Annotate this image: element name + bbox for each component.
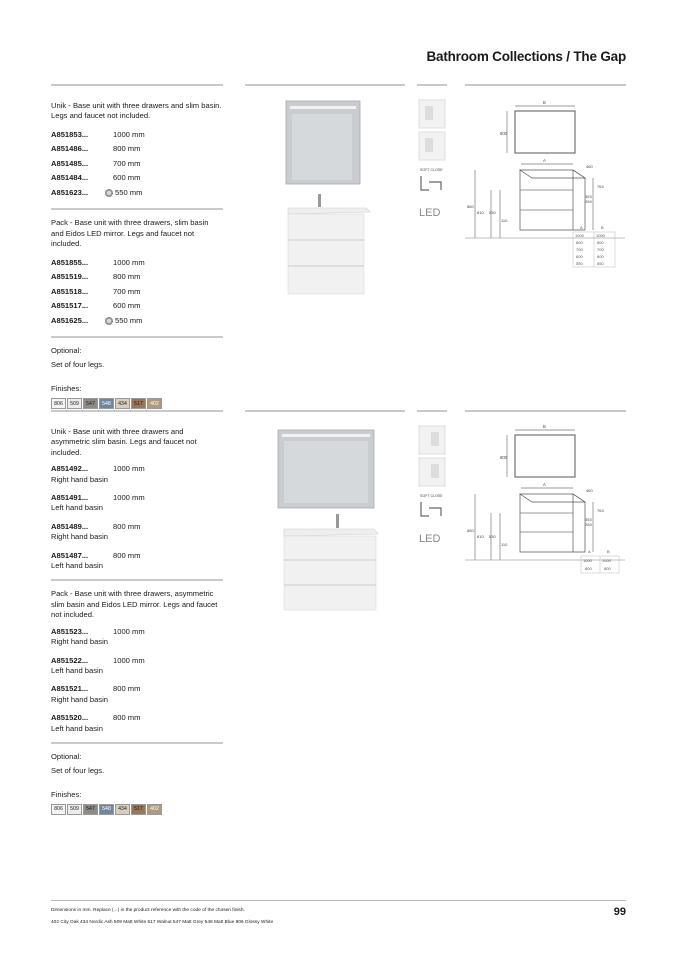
table-cell: 550 bbox=[576, 261, 583, 266]
optional-label: Optional: bbox=[51, 346, 82, 356]
dimension-label: 530 bbox=[489, 210, 496, 215]
list-item: A851523... 1000 mm Right hand basin bbox=[51, 626, 145, 647]
table-cell: 800 bbox=[585, 566, 592, 571]
divider bbox=[51, 84, 223, 86]
table-cell: 700 bbox=[597, 247, 604, 252]
product-description: Unik - Base unit with three drawers and slim basin. Legs and faucet not included. bbox=[51, 101, 222, 121]
divider bbox=[51, 579, 223, 581]
divider bbox=[51, 410, 223, 412]
dimension-label: 353 bbox=[585, 517, 592, 522]
basin bbox=[284, 529, 378, 536]
divider bbox=[245, 84, 405, 86]
new-product-icon bbox=[105, 317, 113, 325]
dimension-label: 530 bbox=[489, 534, 496, 539]
footer-divider bbox=[51, 900, 626, 901]
vanity-side bbox=[573, 170, 585, 230]
table-cell: 1000 bbox=[575, 233, 584, 238]
divider bbox=[51, 208, 223, 210]
table-header: A bbox=[580, 225, 583, 230]
finish-swatch: 547 bbox=[83, 398, 98, 409]
dimension-label: 763 bbox=[597, 184, 604, 189]
technical-drawing bbox=[465, 98, 625, 278]
list-item: A851623... 550 mm bbox=[51, 187, 143, 197]
soft-close-icon: SOFT CLOSE bbox=[420, 168, 443, 172]
finish-swatch: 509 bbox=[67, 398, 82, 409]
dimension-label: 269 bbox=[585, 522, 592, 527]
product-image bbox=[278, 100, 374, 296]
product-description: Pack - Base unit with three drawers, slim basin and Eidos LED mirror. Legs and faucet not included. bbox=[51, 218, 209, 249]
optional-text: Set of four legs. bbox=[51, 766, 105, 776]
dimension-label: 610 bbox=[477, 210, 484, 215]
page-number: 99 bbox=[613, 906, 626, 918]
footer-note: Dimensions in mm. Replace (...) in the product reference with the code of the chosen finish. bbox=[51, 908, 245, 913]
optional-label: Optional: bbox=[51, 751, 82, 761]
table-cell: 1000 bbox=[602, 558, 611, 563]
footer-legend: 402 City Oak 434 Nordic Ash 509 Matt White 517 Walnut 547 Matt Grey 548 Matt Blue 806 Glossy White bbox=[51, 920, 274, 925]
finishes-label: Finishes: bbox=[51, 789, 82, 799]
list-item: A851517... 600 mm bbox=[51, 301, 141, 311]
table-cell: 800 bbox=[604, 566, 611, 571]
list-item: A851855... 1000 mm bbox=[51, 257, 145, 267]
list-item: A851518... 700 mm bbox=[51, 286, 141, 296]
list-item: A851853... 1000 mm bbox=[51, 129, 145, 139]
feature-icons bbox=[417, 424, 447, 548]
dimension-label: 460 bbox=[586, 164, 593, 169]
list-item: A851625... 550 mm bbox=[51, 315, 143, 325]
mirror-reflection bbox=[284, 441, 368, 503]
drawer-icon bbox=[421, 502, 441, 516]
section1-text bbox=[51, 101, 223, 409]
divider bbox=[465, 410, 626, 412]
dimension-label: 600 bbox=[500, 131, 507, 136]
dimension-label: 860 bbox=[467, 528, 474, 533]
table-cell: 1000 bbox=[596, 233, 605, 238]
finish-swatch: 548 bbox=[99, 398, 114, 409]
led-strip bbox=[290, 106, 356, 109]
dimension-label: 610 bbox=[477, 534, 484, 539]
finish-swatch: 547 bbox=[83, 804, 98, 815]
finish-swatch: 517 bbox=[131, 804, 146, 815]
table-cell: 800 bbox=[597, 240, 604, 245]
divider bbox=[51, 336, 223, 338]
list-item: A851486... 800 mm bbox=[51, 144, 141, 154]
product-description: Unik - Base unit with three drawers and asymmetric slim basin. Legs and faucet not included. bbox=[51, 427, 197, 457]
table-header: A bbox=[588, 549, 591, 554]
table-cell: 700 bbox=[576, 247, 583, 252]
table-header: B bbox=[601, 225, 604, 230]
led-strip bbox=[282, 434, 370, 437]
list-item: A851520... 800 mm Left hand basin bbox=[51, 713, 141, 733]
drawer-icon bbox=[421, 176, 441, 190]
led-icon: LED bbox=[419, 533, 441, 545]
dimension-label: A bbox=[543, 482, 546, 487]
table-cell: 550 bbox=[597, 261, 604, 266]
mirror-reflection bbox=[292, 114, 352, 180]
finishes-label: Finishes: bbox=[51, 383, 82, 393]
vanity-outline bbox=[520, 170, 573, 230]
dimension-label: B bbox=[543, 424, 546, 429]
divider bbox=[245, 410, 405, 412]
unit-thumbnail-detail bbox=[431, 464, 439, 478]
dimension-label: A bbox=[543, 158, 546, 163]
finish-swatches bbox=[51, 398, 223, 409]
dimension-label: 860 bbox=[467, 204, 474, 209]
section2-text bbox=[51, 427, 223, 815]
dimension-label: B bbox=[543, 100, 546, 105]
list-item: A851492... 1000 mm Right hand basin bbox=[51, 464, 145, 484]
table-cell: 600 bbox=[576, 254, 583, 259]
finish-swatch: 548 bbox=[99, 804, 114, 815]
dimension-label: 269 bbox=[585, 199, 592, 204]
optional-text: Set of four legs. bbox=[51, 360, 105, 370]
dimension-label: 763 bbox=[597, 508, 604, 513]
dimension-label: 600 bbox=[500, 455, 507, 460]
table-cell: 800 bbox=[576, 240, 583, 245]
table-cell: 1000 bbox=[583, 558, 592, 563]
divider bbox=[51, 742, 223, 744]
product-description: Pack - Base unit with three drawers, asymmetric slim basin and Eidos LED mirror. Legs and faucet not included. bbox=[51, 589, 218, 620]
faucet bbox=[336, 514, 339, 528]
product-image bbox=[276, 428, 380, 612]
divider bbox=[465, 84, 626, 86]
finish-swatch: 509 bbox=[67, 804, 82, 815]
mirror-outline bbox=[515, 111, 575, 153]
table-cell: 600 bbox=[597, 254, 604, 259]
soft-close-icon: SOFT CLOSE bbox=[420, 494, 443, 498]
faucet bbox=[318, 194, 321, 207]
unit-thumbnail-detail bbox=[431, 432, 439, 446]
divider bbox=[417, 410, 447, 412]
technical-drawing bbox=[465, 424, 625, 580]
vanity-unit bbox=[284, 536, 376, 610]
finish-swatch: 434 bbox=[115, 398, 130, 409]
list-item: A851489... 800 mm Right hand basin bbox=[51, 521, 141, 542]
page-title: Bathroom Collections / The Gap bbox=[426, 49, 626, 64]
vanity-side bbox=[573, 494, 585, 552]
finish-swatch: 402 bbox=[147, 804, 162, 815]
vanity-outline bbox=[520, 494, 573, 552]
dimension-label: 110 bbox=[501, 218, 508, 223]
divider bbox=[417, 84, 447, 86]
dimension-label: 460 bbox=[586, 488, 593, 493]
dimension-label: 110 bbox=[501, 542, 508, 547]
finish-swatch: 517 bbox=[131, 398, 146, 409]
unit-thumbnail-detail bbox=[425, 138, 433, 152]
list-item: A851519... 800 mm bbox=[51, 272, 141, 282]
mirror-outline bbox=[515, 435, 575, 477]
list-item: A851485... 700 mm bbox=[51, 158, 141, 168]
finish-swatch: 806 bbox=[51, 804, 66, 815]
vanity-unit bbox=[288, 214, 364, 294]
unit-thumbnail-detail bbox=[425, 106, 433, 120]
list-item: A851522... 1000 mm Left hand basin bbox=[51, 655, 145, 675]
table-header: B bbox=[607, 549, 610, 554]
new-product-icon bbox=[105, 189, 113, 197]
list-item: A851487... 800 mm Left hand basin bbox=[51, 550, 141, 571]
feature-icons bbox=[417, 98, 447, 222]
finish-swatch: 806 bbox=[51, 398, 66, 409]
finish-swatch: 434 bbox=[115, 804, 130, 815]
dimension-label: 353 bbox=[585, 194, 592, 199]
list-item: A851491... 1000 mm Left hand basin bbox=[51, 493, 145, 513]
list-item: A851521... 800 mm Right hand basin bbox=[51, 684, 141, 704]
finish-swatch: 402 bbox=[147, 398, 162, 409]
led-icon: LED bbox=[419, 207, 441, 219]
basin bbox=[288, 208, 370, 214]
finish-swatches bbox=[51, 804, 223, 815]
list-item: A851484... 600 mm bbox=[51, 173, 141, 183]
